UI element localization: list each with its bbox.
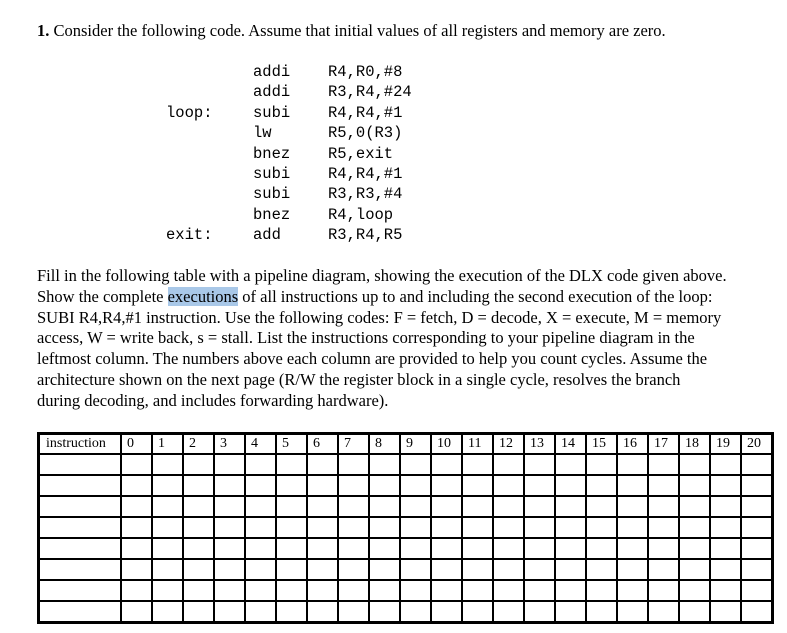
cycle-cell[interactable] <box>245 559 276 580</box>
header-cycle: 12 <box>493 434 524 455</box>
cycle-cell[interactable] <box>710 601 741 623</box>
cycle-cell[interactable] <box>400 496 431 517</box>
instructions-text: Fill in the following table with a pipeline diagram, showing the execution of the DLX code given above. Show the complete <box>37 266 727 306</box>
cycle-cell[interactable] <box>245 601 276 623</box>
cycle-cell[interactable] <box>214 517 245 538</box>
cycle-cell[interactable] <box>152 538 183 559</box>
code-line <box>166 123 412 143</box>
cycle-cell[interactable] <box>586 559 617 580</box>
cycle-cell[interactable] <box>152 601 183 623</box>
cycle-cell[interactable] <box>431 559 462 580</box>
cycle-cell[interactable] <box>369 601 400 623</box>
header-cycle: 9 <box>400 434 431 455</box>
cycle-cell[interactable] <box>679 601 710 623</box>
table-row <box>39 517 773 538</box>
cycle-cell[interactable] <box>524 559 555 580</box>
cycle-cell[interactable] <box>307 538 338 559</box>
cycle-cell[interactable] <box>121 580 152 601</box>
code-listing <box>166 62 412 246</box>
cycle-cell[interactable] <box>524 538 555 559</box>
cycle-cell[interactable] <box>400 517 431 538</box>
cycle-cell[interactable] <box>710 517 741 538</box>
cycle-cell[interactable] <box>400 580 431 601</box>
cycle-cell[interactable] <box>183 496 214 517</box>
cycle-cell[interactable] <box>152 559 183 580</box>
question-number: 1. <box>37 21 50 40</box>
cycle-cell[interactable] <box>648 496 679 517</box>
cycle-cell[interactable] <box>214 496 245 517</box>
cycle-cell[interactable] <box>338 580 369 601</box>
cycle-cell[interactable] <box>710 475 741 496</box>
code-args: R3,R4,R5 <box>328 226 403 245</box>
cycle-cell[interactable] <box>214 580 245 601</box>
cycle-cell[interactable] <box>493 580 524 601</box>
cycle-cell[interactable] <box>524 496 555 517</box>
cycle-cell[interactable] <box>617 538 648 559</box>
instruction-cell[interactable] <box>39 496 122 517</box>
highlighted-word[interactable]: executions <box>167 286 239 306</box>
cycle-cell[interactable] <box>214 538 245 559</box>
cycle-cell[interactable] <box>214 559 245 580</box>
cycle-cell[interactable] <box>276 538 307 559</box>
code-label <box>166 123 253 143</box>
code-op: lw <box>253 124 272 143</box>
cycle-cell[interactable] <box>338 496 369 517</box>
cycle-cell[interactable] <box>276 454 307 475</box>
cycle-cell[interactable] <box>524 601 555 623</box>
cycle-cell[interactable] <box>431 454 462 475</box>
cycle-cell[interactable] <box>586 601 617 623</box>
cycle-cell[interactable] <box>524 517 555 538</box>
instructions-paragraph <box>37 266 727 412</box>
header-cycle: 0 <box>121 434 152 455</box>
cycle-cell[interactable] <box>183 559 214 580</box>
cycle-cell[interactable] <box>648 538 679 559</box>
header-cycle: 14 <box>555 434 586 455</box>
cycle-cell[interactable] <box>369 517 400 538</box>
cycle-cell[interactable] <box>245 454 276 475</box>
cycle-cell[interactable] <box>679 580 710 601</box>
cycle-cell[interactable] <box>586 538 617 559</box>
cycle-cell[interactable] <box>245 475 276 496</box>
header-instruction: instruction <box>39 434 122 455</box>
cycle-cell[interactable] <box>586 496 617 517</box>
cycle-cell[interactable] <box>555 580 586 601</box>
cycle-cell[interactable] <box>400 538 431 559</box>
cycle-cell[interactable] <box>338 559 369 580</box>
question-intro-text: Consider the following code. Assume that initial values of all registers and memory are zero. <box>53 21 666 40</box>
cycle-cell[interactable] <box>741 475 773 496</box>
cycle-cell[interactable] <box>710 496 741 517</box>
code-args: R4,loop <box>328 205 394 224</box>
cycle-cell[interactable] <box>338 475 369 496</box>
cycle-cell[interactable] <box>617 475 648 496</box>
cycle-cell[interactable] <box>648 559 679 580</box>
cycle-cell[interactable] <box>183 601 214 623</box>
cycle-cell[interactable] <box>617 580 648 601</box>
cycle-cell[interactable] <box>679 559 710 580</box>
cycle-cell[interactable] <box>648 580 679 601</box>
cycle-cell[interactable] <box>400 475 431 496</box>
header-cycle: 16 <box>617 434 648 455</box>
cycle-cell[interactable] <box>369 496 400 517</box>
cycle-cell[interactable] <box>307 601 338 623</box>
cycle-cell[interactable] <box>555 475 586 496</box>
cycle-cell[interactable] <box>307 496 338 517</box>
cycle-cell[interactable] <box>369 475 400 496</box>
pipeline-table <box>37 432 774 624</box>
cycle-cell[interactable] <box>555 454 586 475</box>
cycle-cell[interactable] <box>400 559 431 580</box>
cycle-cell[interactable] <box>493 496 524 517</box>
table-header-row <box>39 434 773 455</box>
code-line <box>166 225 412 245</box>
cycle-cell[interactable] <box>338 538 369 559</box>
cycle-cell[interactable] <box>493 601 524 623</box>
cycle-cell[interactable] <box>679 454 710 475</box>
code-args: R4,R4,#1 <box>328 103 403 122</box>
cycle-cell[interactable] <box>741 454 773 475</box>
cycle-cell[interactable] <box>493 517 524 538</box>
cycle-cell[interactable] <box>183 517 214 538</box>
cycle-cell[interactable] <box>462 601 493 623</box>
cycle-cell[interactable] <box>431 538 462 559</box>
cycle-cell[interactable] <box>710 454 741 475</box>
cycle-cell[interactable] <box>183 538 214 559</box>
code-line <box>166 82 412 102</box>
cycle-cell[interactable] <box>307 559 338 580</box>
cycle-cell[interactable] <box>152 454 183 475</box>
header-cycle: 20 <box>741 434 773 455</box>
code-op: addi <box>253 63 291 81</box>
cycle-cell[interactable] <box>121 538 152 559</box>
cycle-cell[interactable] <box>586 475 617 496</box>
code-line <box>166 103 412 123</box>
cycle-cell[interactable] <box>183 475 214 496</box>
cycle-cell[interactable] <box>555 496 586 517</box>
instruction-cell[interactable] <box>39 454 122 475</box>
cycle-cell[interactable] <box>555 517 586 538</box>
code-op: subi <box>253 185 291 204</box>
table-row <box>39 601 773 623</box>
code-args: R5,0(R3) <box>328 124 403 143</box>
header-cycle: 1 <box>152 434 183 455</box>
code-line <box>166 62 412 82</box>
code-label <box>166 82 253 102</box>
cycle-cell[interactable] <box>555 559 586 580</box>
cycle-cell[interactable] <box>741 580 773 601</box>
instruction-cell[interactable] <box>39 517 122 538</box>
cycle-cell[interactable] <box>431 475 462 496</box>
cycle-cell[interactable] <box>431 496 462 517</box>
cycle-cell[interactable] <box>369 580 400 601</box>
code-label <box>166 144 253 164</box>
cycle-cell[interactable] <box>152 475 183 496</box>
cycle-cell[interactable] <box>493 475 524 496</box>
cycle-cell[interactable] <box>276 601 307 623</box>
table-row <box>39 454 773 475</box>
cycle-cell[interactable] <box>431 517 462 538</box>
cycle-cell[interactable] <box>493 454 524 475</box>
cycle-cell[interactable] <box>307 475 338 496</box>
cycle-cell[interactable] <box>462 496 493 517</box>
cycle-cell[interactable] <box>338 454 369 475</box>
cycle-cell[interactable] <box>524 475 555 496</box>
cycle-cell[interactable] <box>462 559 493 580</box>
cycle-cell[interactable] <box>245 580 276 601</box>
header-cycle: 17 <box>648 434 679 455</box>
header-cycle: 11 <box>462 434 493 455</box>
cycle-cell[interactable] <box>214 454 245 475</box>
cycle-cell[interactable] <box>586 517 617 538</box>
cycle-cell[interactable] <box>679 496 710 517</box>
code-label <box>166 205 253 225</box>
cycle-cell[interactable] <box>462 517 493 538</box>
cycle-cell[interactable] <box>121 517 152 538</box>
cycle-cell[interactable] <box>245 538 276 559</box>
header-cycle: 5 <box>276 434 307 455</box>
cycle-cell[interactable] <box>121 475 152 496</box>
header-cycle: 2 <box>183 434 214 455</box>
cycle-cell[interactable] <box>710 538 741 559</box>
cycle-cell[interactable] <box>338 601 369 623</box>
code-line <box>166 205 412 225</box>
code-op: bnez <box>253 144 291 163</box>
cycle-cell[interactable] <box>183 580 214 601</box>
cycle-cell[interactable] <box>741 538 773 559</box>
cycle-cell[interactable] <box>617 559 648 580</box>
code-label: loop: <box>166 103 213 122</box>
code-args: R3,R4,#24 <box>328 83 412 102</box>
header-cycle: 15 <box>586 434 617 455</box>
instructions-text-cont: of all instructions up to and including the second execution of the loop: SUBI R4,R4,#1 instruction. Use the following codes: F = fetch, D = decode, X = execute, M = memory access, W = write back, s = stall. List the instructions corresponding to your pipeline diagram in the leftmost column. The numbers above each column are provided to help you count cycles. Assume the architecture shown on the next page (R/W the register block in a single cycle, resolves the branch during decoding, and includes forwarding hardware). <box>37 286 722 410</box>
cycle-cell[interactable] <box>307 517 338 538</box>
cycle-cell[interactable] <box>648 454 679 475</box>
cycle-cell[interactable] <box>679 538 710 559</box>
cycle-cell[interactable] <box>462 580 493 601</box>
cycle-cell[interactable] <box>679 475 710 496</box>
cycle-cell[interactable] <box>741 559 773 580</box>
code-args: R4,R0,#8 <box>328 63 403 81</box>
code-args: R3,R3,#4 <box>328 185 403 204</box>
cycle-cell[interactable] <box>400 454 431 475</box>
cycle-cell[interactable] <box>307 454 338 475</box>
cycle-cell[interactable] <box>555 601 586 623</box>
cycle-cell[interactable] <box>648 475 679 496</box>
cycle-cell[interactable] <box>431 601 462 623</box>
header-cycle: 18 <box>679 434 710 455</box>
question-intro <box>37 20 757 42</box>
cycle-cell[interactable] <box>121 454 152 475</box>
code-args: R5,exit <box>328 144 394 163</box>
code-op: subi <box>253 103 291 122</box>
cycle-cell[interactable] <box>648 517 679 538</box>
code-label <box>166 62 253 82</box>
cycle-cell[interactable] <box>617 601 648 623</box>
cycle-cell[interactable] <box>369 538 400 559</box>
header-cycle: 4 <box>245 434 276 455</box>
cycle-cell[interactable] <box>462 475 493 496</box>
code-line <box>166 184 412 204</box>
cycle-cell[interactable] <box>493 538 524 559</box>
cycle-cell[interactable] <box>338 517 369 538</box>
cycle-cell[interactable] <box>214 601 245 623</box>
header-cycle: 19 <box>710 434 741 455</box>
header-cycle: 8 <box>369 434 400 455</box>
header-cycle: 3 <box>214 434 245 455</box>
cycle-cell[interactable] <box>214 475 245 496</box>
cycle-cell[interactable] <box>462 538 493 559</box>
instruction-cell[interactable] <box>39 580 122 601</box>
cycle-cell[interactable] <box>276 580 307 601</box>
cycle-cell[interactable] <box>369 454 400 475</box>
cycle-cell[interactable] <box>617 454 648 475</box>
instruction-cell[interactable] <box>39 538 122 559</box>
cycle-cell[interactable] <box>648 601 679 623</box>
cycle-cell[interactable] <box>741 601 773 623</box>
header-cycle: 7 <box>338 434 369 455</box>
cycle-cell[interactable] <box>276 475 307 496</box>
cycle-cell[interactable] <box>493 559 524 580</box>
cycle-cell[interactable] <box>524 454 555 475</box>
cycle-cell[interactable] <box>710 580 741 601</box>
instruction-cell[interactable] <box>39 475 122 496</box>
code-op: addi <box>253 83 291 102</box>
cycle-cell[interactable] <box>245 517 276 538</box>
cycle-cell[interactable] <box>710 559 741 580</box>
cycle-cell[interactable] <box>431 580 462 601</box>
cycle-cell[interactable] <box>679 517 710 538</box>
cycle-cell[interactable] <box>183 454 214 475</box>
cycle-cell[interactable] <box>524 580 555 601</box>
cycle-cell[interactable] <box>121 601 152 623</box>
cycle-cell[interactable] <box>555 538 586 559</box>
code-line <box>166 164 412 184</box>
cycle-cell[interactable] <box>586 580 617 601</box>
cycle-cell[interactable] <box>741 517 773 538</box>
cycle-cell[interactable] <box>121 559 152 580</box>
cycle-cell[interactable] <box>276 496 307 517</box>
table-row <box>39 559 773 580</box>
code-label <box>166 164 253 184</box>
cycle-cell[interactable] <box>121 496 152 517</box>
table-row <box>39 496 773 517</box>
code-label <box>166 184 253 204</box>
header-cycle: 13 <box>524 434 555 455</box>
table-row <box>39 580 773 601</box>
instruction-cell[interactable] <box>39 559 122 580</box>
cycle-cell[interactable] <box>245 496 276 517</box>
cycle-cell[interactable] <box>617 496 648 517</box>
code-line <box>166 144 412 164</box>
cycle-cell[interactable] <box>152 580 183 601</box>
cycle-cell[interactable] <box>400 601 431 623</box>
cycle-cell[interactable] <box>586 454 617 475</box>
table-row <box>39 538 773 559</box>
code-op: bnez <box>253 205 291 224</box>
cycle-cell[interactable] <box>276 517 307 538</box>
cycle-cell[interactable] <box>462 454 493 475</box>
instruction-cell[interactable] <box>39 601 122 623</box>
cycle-cell[interactable] <box>741 496 773 517</box>
cycle-cell[interactable] <box>617 517 648 538</box>
code-op: add <box>253 226 281 245</box>
cycle-cell[interactable] <box>152 496 183 517</box>
code-args: R4,R4,#1 <box>328 164 403 183</box>
code-op: subi <box>253 164 291 183</box>
cycle-cell[interactable] <box>152 517 183 538</box>
header-cycle: 6 <box>307 434 338 455</box>
header-cycle: 10 <box>431 434 462 455</box>
cycle-cell[interactable] <box>369 559 400 580</box>
table-row <box>39 475 773 496</box>
code-label: exit: <box>166 226 213 245</box>
cycle-cell[interactable] <box>276 559 307 580</box>
cycle-cell[interactable] <box>307 580 338 601</box>
